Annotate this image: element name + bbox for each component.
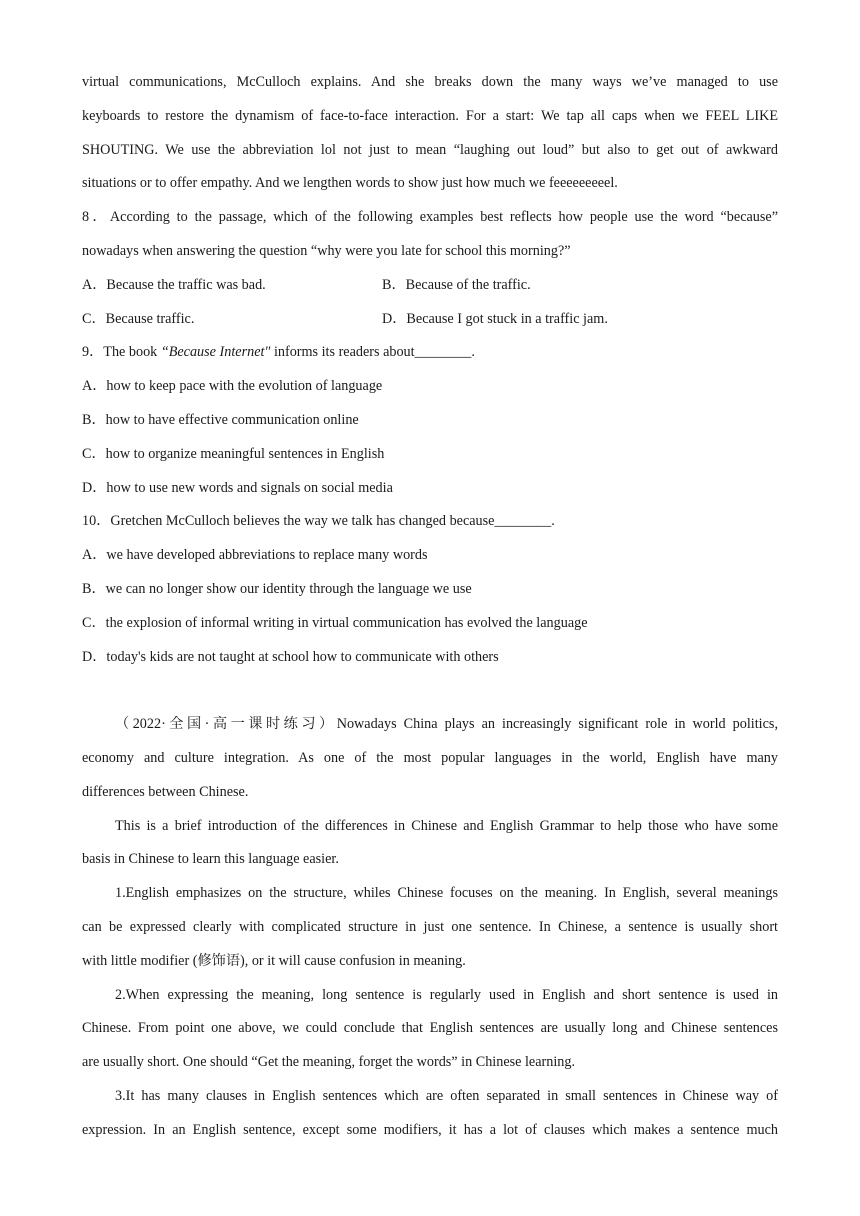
passage-line: situations or to offer empathy. And we lengthen words to show just how much we feeeeeeeeel. <box>82 175 618 192</box>
paragraph-line: 1.English emphasizes on the structure, whiles Chinese focuses on the meaning. In English, several meanings <box>115 885 778 902</box>
question-9 <box>82 336 778 505</box>
stem-suffix: informs its readers about________. <box>270 344 475 361</box>
passage-intro: differences between Chinese. <box>82 783 249 800</box>
paragraph-line: are usually short. One should “Get the meaning, forget the words” in Chinese learning. <box>82 1054 576 1071</box>
paragraph-line: 2.When expressing the meaning, long sentence is regularly used in English and short sentence is used in <box>115 986 778 1003</box>
passage-end <box>82 66 778 201</box>
passage-intro: （2022·全国·高一课时练习）Nowadays China plays an increasingly significant role in world politics, <box>115 716 778 733</box>
question-stem: nowadays when answering the question “why were you late for school this morning?” <box>82 242 571 259</box>
option-c: C．how to organize meaningful sentences in English <box>82 445 385 462</box>
option-row <box>82 269 778 303</box>
stem-prefix: 9．The book <box>82 344 161 361</box>
question-8 <box>82 201 778 336</box>
question-stem: 8．According to the passage, which of the following examples best reflects how people use the word “because” <box>82 209 778 226</box>
document-page <box>82 66 778 1148</box>
paragraph-line: can be expressed clearly with complicated structure in just one sentence. In Chinese, a sentence is usually short <box>82 918 778 935</box>
passage-line: SHOUTING. We use the abbreviation lol not just to mean “laughing out loud” but also to get out of awkward <box>82 141 778 158</box>
option-b: B．how to have effective communication online <box>82 411 359 428</box>
passage-intro: economy and culture integration. As one of the most popular languages in the world, English have many <box>82 749 778 766</box>
paragraph-line: expression. In an English sentence, except some modifiers, it has a lot of clauses which makes a sentence much <box>82 1121 778 1138</box>
option-c: C．Because traffic. <box>82 310 195 327</box>
question-stem <box>82 336 778 370</box>
option-c: C．the explosion of informal writing in virtual communication has evolved the language <box>82 614 588 631</box>
question-10 <box>82 505 778 674</box>
option-a: A．we have developed abbreviations to replace many words <box>82 547 428 564</box>
option-a: A．Because the traffic was bad. <box>82 276 266 293</box>
option-b: B．we can no longer show our identity through the language we use <box>82 580 472 597</box>
option-b: B．Because of the traffic. <box>382 276 531 293</box>
paragraph-line: with little modifier (修饰语), or it will cause confusion in meaning. <box>82 952 466 969</box>
option-d: D．today's kids are not taught at school how to communicate with others <box>82 648 499 665</box>
paragraph-line: This is a brief introduction of the differences in Chinese and English Grammar to help those who have some <box>115 817 778 834</box>
passage-2 <box>82 708 778 1147</box>
passage-line: virtual communications, McCulloch explains. And she breaks down the many ways we’ve managed to use <box>82 74 778 90</box>
option-row <box>82 303 778 337</box>
passage-line: keyboards to restore the dynamism of face-to-face interaction. For a start: We tap all caps when we FEEL LIKE <box>82 107 778 124</box>
paragraph-line: Chinese. From point one above, we could conclude that English sentences are usually long and Chinese sentences <box>82 1020 778 1037</box>
section-gap <box>82 674 778 708</box>
option-a: A．how to keep pace with the evolution of language <box>82 378 383 395</box>
paragraph-line: basis in Chinese to learn this language easier. <box>82 851 339 868</box>
option-d: D．how to use new words and signals on social media <box>82 479 393 496</box>
paragraph-line: 3.It has many clauses in English sentences which are often separated in small sentences in Chinese way of <box>115 1087 778 1104</box>
option-d: D．Because I got stuck in a traffic jam. <box>382 310 608 327</box>
book-title: “Because Internet" <box>160 344 271 361</box>
question-stem: 10．Gretchen McCulloch believes the way we talk has changed because________. <box>82 513 555 530</box>
